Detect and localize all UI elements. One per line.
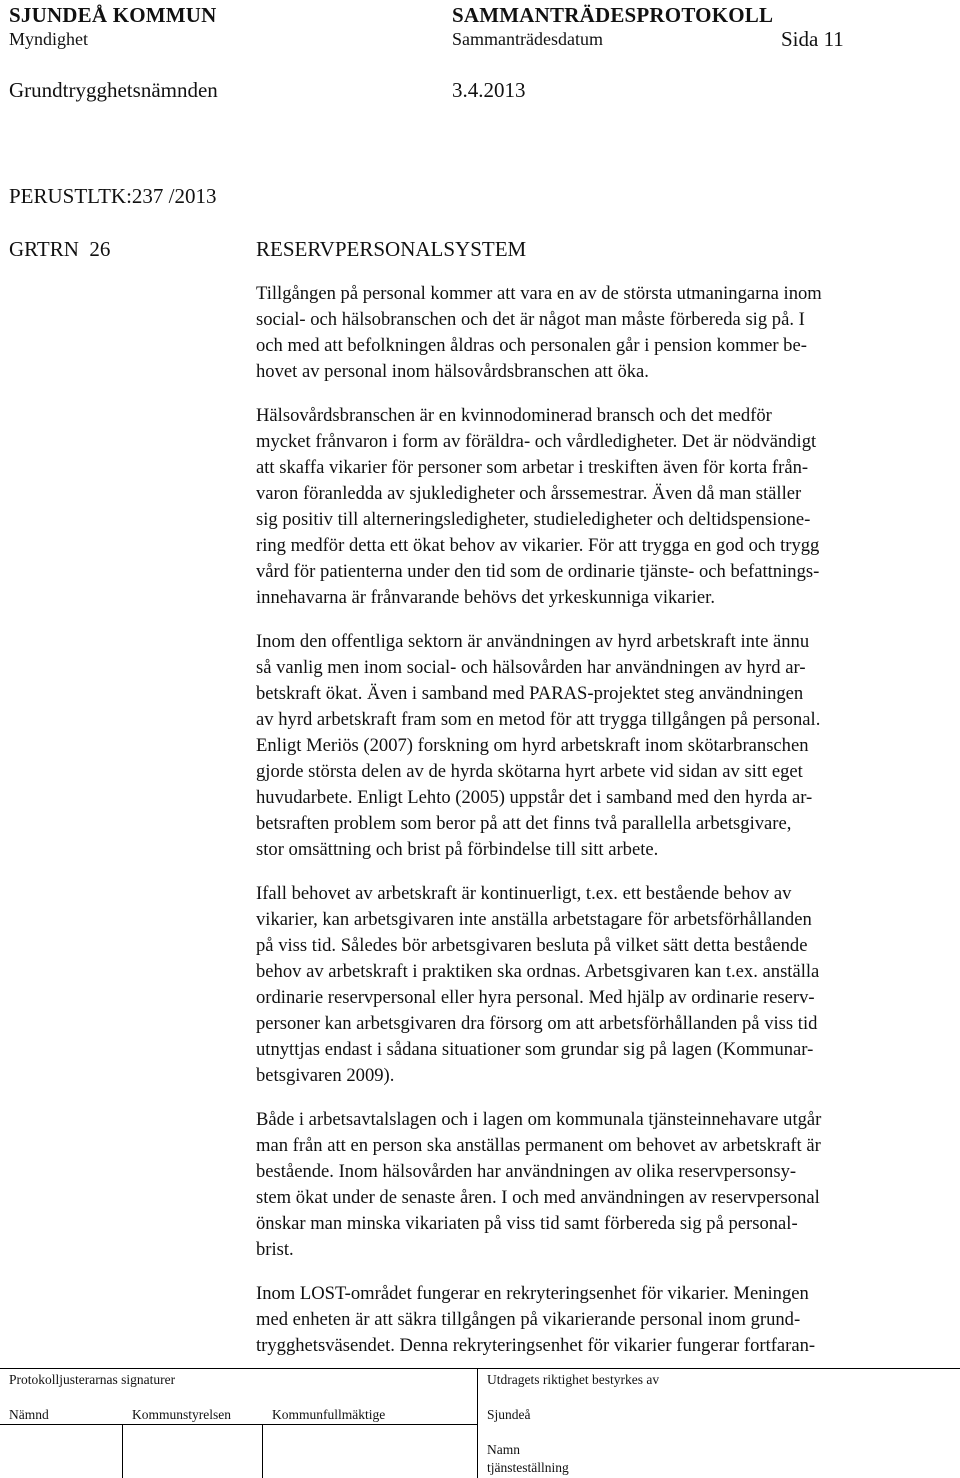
section-number: GRTRN 26: [9, 237, 111, 261]
text-line: stor omsättning och brist på förbindelse till sitt arbete.: [256, 839, 659, 860]
text-line: hovet av personal inom hälsovårdsbranschen att öka.: [256, 361, 649, 382]
text-line: betsgivaren 2009).: [256, 1065, 395, 1086]
municipality-name: SJUNDEÅ KOMMUN: [9, 3, 217, 27]
footer-top-rule: [0, 1368, 960, 1369]
paragraph-3: [256, 629, 950, 863]
protocol-body: [256, 281, 950, 1377]
text-line: ordinarie reservpersonal eller hyra personal. Med hjälp av ordinarie reserv-: [256, 987, 815, 1008]
text-line: sig positiv till alterneringsledigheter, studieledigheter och deltidspensione-: [256, 509, 811, 530]
municipal-board-column-label: Kommunstyrelsen: [132, 1407, 231, 1422]
name-label: Namn: [487, 1442, 520, 1457]
signature-column-rule: [262, 1424, 263, 1478]
page-number: Sida 11: [781, 27, 844, 51]
text-line: betskraft ökat. Även i samband med PARAS-projektet steg användningen: [256, 683, 804, 704]
case-reference: PERUSTLTK:237 /2013: [9, 184, 217, 208]
text-line: Hälsovårdsbranschen är en kvinnodominerad bransch och det medför: [256, 405, 772, 426]
text-line: huvudarbete. Enligt Lehto (2005) uppstår det i samband med den hyrda ar-: [256, 787, 813, 808]
paragraph-4: [256, 881, 950, 1089]
footer-divider: [477, 1368, 478, 1478]
text-line: att skaffa vikarier för personer som arbetar i treskiften även för korta från-: [256, 457, 809, 478]
text-line: innehavarna är frånvarande behövs det yrkeskunniga vikarier.: [256, 587, 715, 608]
text-line: stem ökat under de senaste åren. I och med användningen av reservpersonal: [256, 1187, 820, 1208]
text-line: ring medför detta ett ökat behov av vikarier. För att trygga en god och trygg: [256, 535, 820, 556]
text-line: behov av arbetskraft i praktiken ska ordnas. Arbetsgivaren kan t.ex. anställa: [256, 961, 820, 982]
authority-label: Myndighet: [9, 29, 88, 49]
text-line: Ifall behovet av arbetskraft är kontinuerligt, t.ex. ett bestående behov av: [256, 883, 792, 904]
text-line: betsraften problem som beror på att det finns två parallella arbetsgivare,: [256, 813, 792, 834]
text-line: av hyrd arbetskraft fram som en metod för att trygga tillgången på personal.: [256, 709, 821, 730]
text-line: så vanlig men inom social- och hälsovården har användningen av hyrd ar-: [256, 657, 806, 678]
footer-signature-rule: [0, 1424, 477, 1425]
text-line: Inom den offentliga sektorn är användningen av hyrd arbetskraft inte ännu: [256, 631, 810, 652]
position-label: tjänsteställning: [487, 1460, 569, 1475]
text-line: social- och hälsobranschen och det är något man måste förbereda sig på. I: [256, 309, 805, 330]
text-line: personer kan arbetsgivaren dra försorg om att arbetsförhållanden på viss tid: [256, 1013, 818, 1034]
council-column-label: Kommunfullmäktige: [272, 1407, 386, 1422]
text-line: bestående. Inom hälsovården har användningen av olika reservpersonsy-: [256, 1161, 797, 1182]
place-label: Sjundeå: [487, 1407, 531, 1422]
text-line: trygghetsväsendet. Denna rekryteringsenhet för vikarier fungerar fortfaran-: [256, 1335, 816, 1356]
meeting-date: 3.4.2013: [452, 78, 526, 102]
text-line: gjorde största delen av de hyrda skötarna hyrt arbete vid sidan av sitt eget: [256, 761, 803, 782]
committee-name: Grundtrygghetsnämnden: [9, 78, 218, 102]
text-line: brist.: [256, 1239, 294, 1260]
case-title: RESERVPERSONALSYSTEM: [256, 237, 527, 261]
text-line: och med att befolkningen åldras och personalen går i pension kommer be-: [256, 335, 807, 356]
signature-column-rule: [122, 1424, 123, 1478]
text-line: Enligt Meriös (2007) forskning om hyrd arbetskraft inom skötarbranschen: [256, 735, 809, 756]
paragraph-5: [256, 1107, 950, 1263]
paragraph-1: [256, 281, 950, 385]
text-line: vård för patienterna under den tid som de ordinarie tjänste- och befattnings-: [256, 561, 820, 582]
text-line: varon föranledda av sjukledigheter och årssemestrar. Även då man ställer: [256, 483, 802, 504]
meeting-date-label: Sammanträdesdatum: [452, 29, 603, 49]
text-line: Både i arbetsavtalslagen och i lagen om kommunala tjänsteinnehavare utgår: [256, 1109, 822, 1130]
text-line: utnyttjas endast i sådana situationer som grundar sig på lagen (Kommunar-: [256, 1039, 814, 1060]
text-line: med enheten är att säkra tillgången på vikarierande personal inom grund-: [256, 1309, 801, 1330]
text-line: man från att en person ska anställas permanent om behovet av arbetskraft är: [256, 1135, 821, 1156]
text-line: önskar man minska vikariaten på viss tid samt förbereda sig på personal-: [256, 1213, 798, 1234]
certified-label: Utdragets riktighet bestyrkes av: [487, 1372, 660, 1387]
text-line: vikarier, kan arbetsgivaren inte anställa arbetstagare för arbetsförhållanden: [256, 909, 812, 930]
text-line: på viss tid. Således bör arbetsgivaren besluta på vilket sätt detta bestående: [256, 935, 808, 956]
paragraph-2: [256, 403, 950, 611]
board-column-label: Nämnd: [9, 1407, 49, 1422]
paragraph-6: [256, 1281, 950, 1359]
text-line: Inom LOST-området fungerar en rekryteringsenhet för vikarier. Meningen: [256, 1283, 809, 1304]
signatures-label: Protokolljusterarnas signaturer: [9, 1372, 176, 1387]
document-type: SAMMANTRÄDESPROTOKOLL: [452, 3, 774, 27]
text-line: mycket frånvaron i form av föräldra- och vårdledigheter. Det är nödvändigt: [256, 431, 817, 452]
text-line: Tillgången på personal kommer att vara en av de största utmaningarna inom: [256, 283, 822, 304]
